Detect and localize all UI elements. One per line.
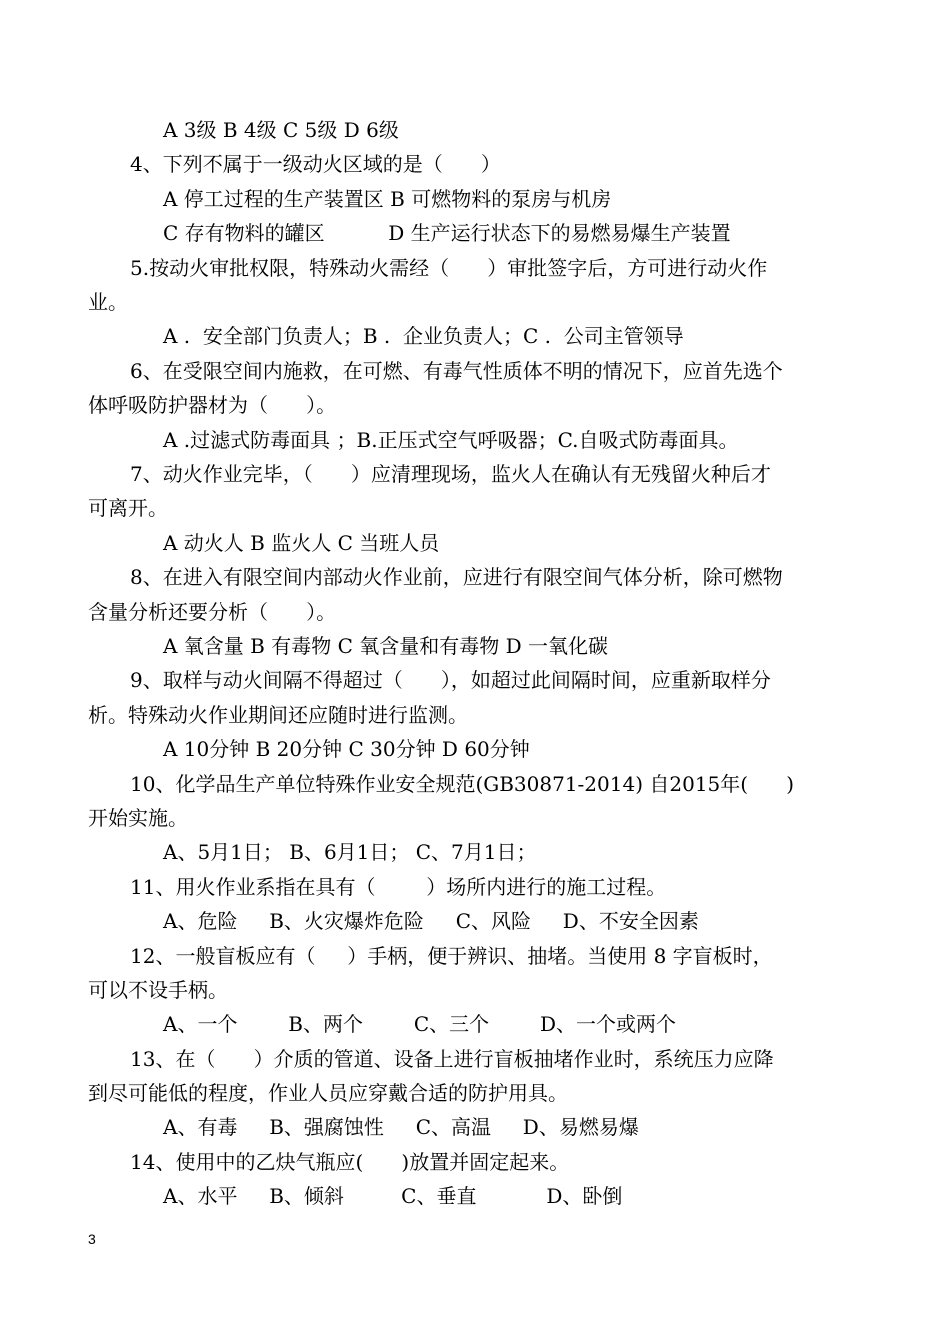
question-12: 12、一般盲板应有（ ）手柄，便于辨识、抽堵。当使用 8 字盲板时， <box>130 944 773 968</box>
page-number: 3 <box>88 1231 96 1247</box>
question-8-cont: 含量分析还要分析（ ）。 <box>88 600 337 624</box>
question-4: 4、下列不属于一级动火区域的是（ ） <box>130 152 501 176</box>
question-13: 13、在（ ）介质的管道、设备上进行盲板抽堵作业时，系统压力应降 <box>130 1047 774 1071</box>
question-8: 8、在进入有限空间内部动火作业前，应进行有限空间气体分析，除可燃物 <box>130 565 783 589</box>
question-12-cont: 可以不设手柄。 <box>88 978 228 1002</box>
options-q10: A、5月1日； B、6月1日； C、7月1日； <box>163 840 537 864</box>
options-q4-line2: C 存有物料的罐区 D 生产运行状态下的易燃易爆生产装置 <box>163 221 731 245</box>
options-q13: A、有毒 B、强腐蚀性 C、高温 D、易燃易爆 <box>163 1115 639 1139</box>
options-q6: A .过滤式防毒面具 ；B.正压式空气呼吸器；C.自吸式防毒面具。 <box>163 428 739 452</box>
question-5: 5.按动火审批权限，特殊动火需经（ ）审批签字后，方可进行动火作 <box>130 256 768 280</box>
question-9: 9、取样与动火间隔不得超过（ ），如超过此间隔时间，应重新取样分 <box>130 668 771 692</box>
question-7-cont: 可离开。 <box>88 496 168 520</box>
options-q12: A、一个 B、两个 C、三个 D、一个或两个 <box>163 1012 677 1036</box>
question-5-cont: 业。 <box>88 290 128 314</box>
question-6: 6、在受限空间内施救，在可燃、有毒气性质体不明的情况下，应首先选个 <box>130 359 783 383</box>
options-q11: A、危险 B、火灾爆炸危险 C、风险 D、不安全因素 <box>163 909 699 933</box>
question-10: 10、化学品生产单位特殊作业安全规范(GB30871-2014) 自2015年( ) <box>130 772 795 796</box>
question-14: 14、使用中的乙炔气瓶应( )放置并固定起来。 <box>130 1150 570 1174</box>
question-11: 11、用火作业系指在具有（ ）场所内进行的施工过程。 <box>130 875 667 899</box>
options-q7: A 动火人 B 监火人 C 当班人员 <box>163 531 440 555</box>
question-13-cont: 到尽可能低的程度，作业人员应穿戴合适的防护用具。 <box>88 1081 568 1105</box>
options-q8: A 氧含量 B 有毒物 C 氧含量和有毒物 D 一氧化碳 <box>163 634 608 658</box>
question-9-cont: 析。特殊动火作业期间还应随时进行监测。 <box>88 703 468 727</box>
options-q9: A 10分钟 B 20分钟 C 30分钟 D 60分钟 <box>163 737 530 761</box>
options-q3: A 3级 B 4级 C 5级 D 6级 <box>163 118 399 142</box>
options-q4-line1: A 停工过程的生产装置区 B 可燃物料的泵房与机房 <box>163 187 612 211</box>
question-10-cont: 开始实施。 <box>88 806 188 830</box>
question-7: 7、动火作业完毕，（ ）应清理现场，监火人在确认有无残留火种后才 <box>130 462 771 486</box>
question-6-cont: 体呼吸防护器材为（ ）。 <box>88 393 337 417</box>
options-q5: A . 安全部门负责人；B . 企业负责人；C . 公司主管领导 <box>163 324 684 348</box>
options-q14: A、水平 B、倾斜 C、垂直 D、卧倒 <box>163 1184 623 1208</box>
